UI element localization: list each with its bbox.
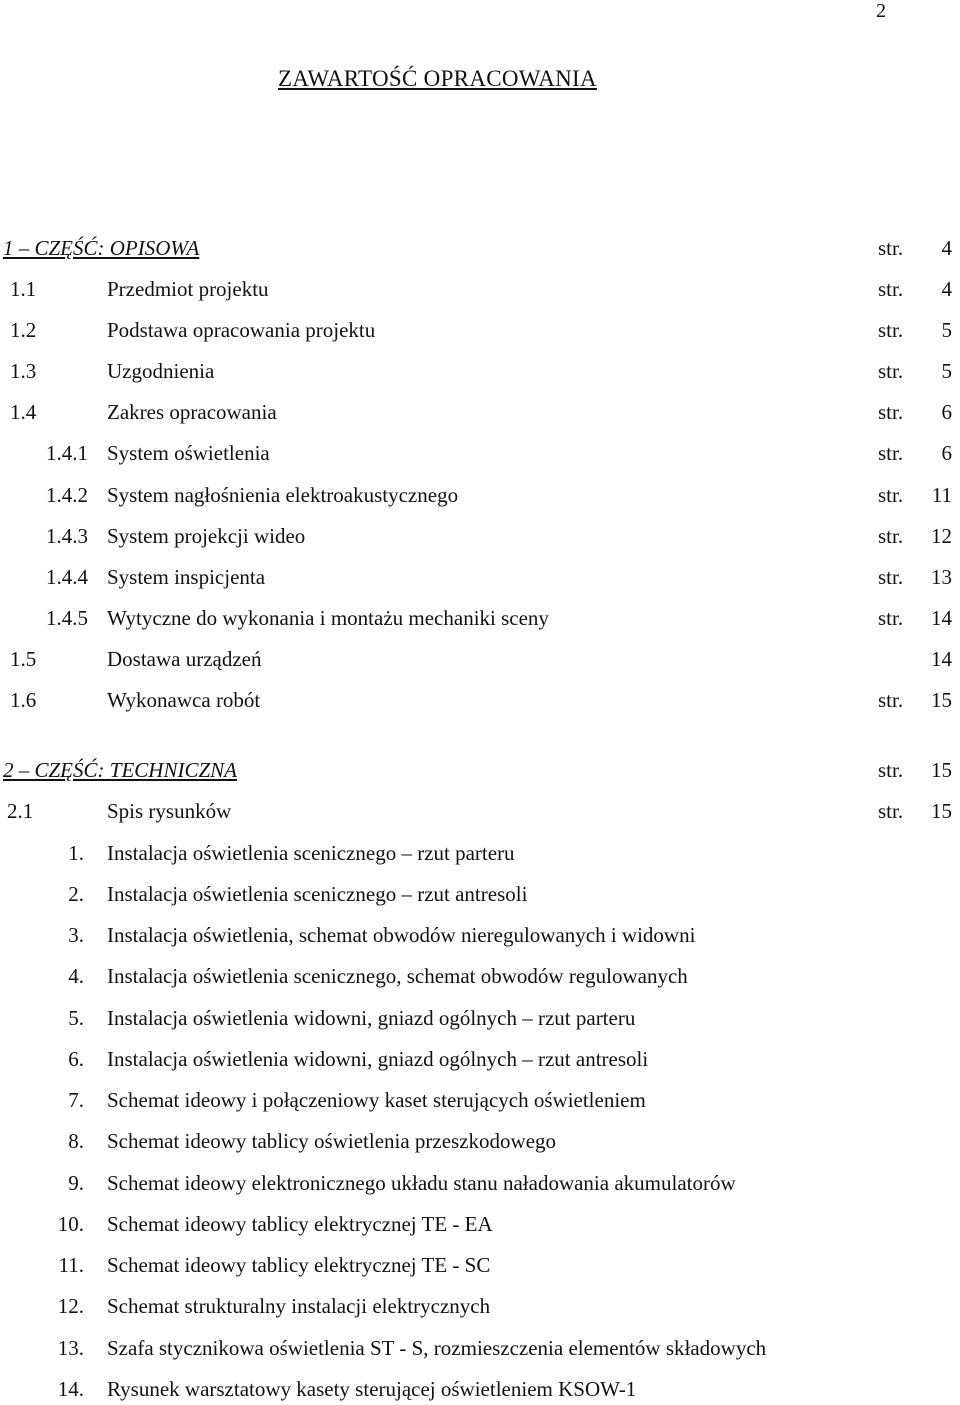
toc-entry-number: 1.4.2 [46,483,88,507]
drawing-list-item [0,1333,960,1363]
drawing-title: Instalacja oświetlenia, schemat obwodów nieregulowanych i widowni [107,923,696,947]
drawing-number: 10. [57,1212,84,1236]
toc-entry-number: 1.4.3 [46,524,88,548]
toc-str-label: str. [878,688,904,712]
toc-page-number: 15 [931,688,952,712]
drawing-list-item [0,1374,960,1404]
toc-str-label: str. [878,524,904,548]
toc-entry-label: Dostawa urządzeń [107,647,262,671]
toc-page-number: 6 [941,441,952,465]
toc-entry-label: Uzgodnienia [107,359,215,383]
drawing-title: Szafa stycznikowa oświetlenia ST - S, rozmieszczenia elementów składowych [107,1336,767,1360]
drawing-title: Schemat ideowy tablicy elektrycznej TE - SC [107,1253,491,1277]
toc-page-number: 15 [931,758,952,782]
toc-page-number: 4 [941,277,952,301]
drawing-number: 6. [68,1047,84,1071]
drawing-number: 7. [68,1088,84,1112]
toc-entry-number: 1.1 [10,277,37,301]
drawing-title: Instalacja oświetlenia widowni, gniazd ogólnych – rzut parteru [107,1006,636,1030]
toc-entry-label: System projekcji wideo [107,524,306,548]
drawing-title: Rysunek warsztatowy kasety sterującej oświetleniem KSOW-1 [107,1377,637,1401]
toc-str-label: str. [878,236,904,260]
drawing-title: Schemat ideowy i połączeniowy kaset sterujących oświetleniem [107,1088,646,1112]
toc-entry-number: 1.4.1 [46,441,88,465]
toc-entry-label: Wykonawca robót [107,688,261,712]
toc-page-number: 11 [931,483,952,507]
toc-entry-label: Podstawa opracowania projektu [107,318,376,342]
toc-part-1-title: 1 – CZĘŚĆ: OPISOWA [3,236,200,260]
toc-entry-label: System inspicjenta [107,565,266,589]
toc-page-number: 14 [931,647,952,671]
toc-entry-number: 1.4.4 [46,565,88,589]
drawing-list-item [0,838,960,868]
drawing-number: 3. [68,923,84,947]
toc-str-label: str. [878,483,904,507]
drawing-number: 2. [68,882,84,906]
drawing-number: 13. [57,1336,84,1360]
drawing-number: 9. [68,1171,84,1195]
page-number: 2 [876,0,886,22]
drawing-list-item [0,1168,960,1198]
toc-str-label: str. [878,441,904,465]
drawing-title: Schemat ideowy elektronicznego układu stanu naładowania akumulatorów [107,1171,736,1195]
drawing-list-item [0,1003,960,1033]
toc-subentry[interactable] [0,438,960,468]
toc-str-label: str. [878,565,904,589]
toc-entry-label: Spis rysunków [107,799,232,823]
toc-entry-number: 1.6 [10,688,37,712]
toc-str-label: str. [878,359,904,383]
drawing-list-item [0,879,960,909]
toc-subentry[interactable] [0,480,960,510]
toc-entry-label: System nagłośnienia elektroakustycznego [107,483,459,507]
toc-page-number: 6 [941,400,952,424]
drawing-title: Schemat ideowy tablicy oświetlenia przeszkodowego [107,1129,557,1153]
toc-entry-number: 1.4 [10,400,37,424]
toc-subentry[interactable] [0,603,960,633]
toc-entry-number: 2.1 [7,799,34,823]
toc-page-number: 14 [931,606,952,630]
toc-entry[interactable] [0,644,960,674]
toc-str-label: str. [878,318,904,342]
drawing-title: Schemat ideowy tablicy elektrycznej TE - EA [107,1212,493,1236]
toc-entry-number: 1.2 [10,318,37,342]
toc-entry[interactable] [0,356,960,386]
toc-part-2-title: 2 – CZĘŚĆ: TECHNICZNA [3,758,237,782]
toc-part-1-heading[interactable] [0,233,960,263]
drawing-title: Instalacja oświetlenia widowni, gniazd ogólnych – rzut antresoli [107,1047,649,1071]
toc-entry-label: Przedmiot projektu [107,277,269,301]
toc-entry[interactable] [0,397,960,427]
toc-page-number: 15 [931,799,952,823]
drawing-number: 8. [68,1129,84,1153]
toc-str-label: str. [878,758,904,782]
drawing-list-item [0,1291,960,1321]
toc-subentry[interactable] [0,562,960,592]
drawing-number: 11. [58,1253,84,1277]
toc-part-2-heading[interactable] [0,755,960,785]
toc-entry-label: System oświetlenia [107,441,270,465]
toc-entry[interactable] [0,274,960,304]
toc-entry[interactable] [0,315,960,345]
drawing-list-item [0,920,960,950]
toc-str-label: str. [878,606,904,630]
toc-page-number: 4 [941,236,952,260]
toc-entry-label: Zakres opracowania [107,400,277,424]
drawing-list-item [0,1209,960,1239]
toc-entry-label: Wytyczne do wykonania i montażu mechaniki sceny [107,606,549,630]
drawing-number: 1. [68,841,84,865]
drawing-title: Instalacja oświetlenia scenicznego – rzut parteru [107,841,515,865]
drawing-number: 4. [68,964,84,988]
toc-entry-drawings-list[interactable] [0,796,960,826]
drawing-title: Instalacja oświetlenia scenicznego – rzut antresoli [107,882,528,906]
document-title: ZAWARTOŚĆ OPRACOWANIA [278,66,597,91]
toc-entry[interactable] [0,685,960,715]
drawing-title: Schemat strukturalny instalacji elektrycznych [107,1294,491,1318]
toc-str-label: str. [878,400,904,424]
drawing-number: 12. [57,1294,84,1318]
drawing-list-item [0,1126,960,1156]
toc-str-label: str. [878,799,904,823]
toc-str-label: str. [878,277,904,301]
toc-page-number: 12 [931,524,952,548]
toc-page-number: 5 [941,318,952,342]
drawing-number: 5. [68,1006,84,1030]
toc-subentry[interactable] [0,521,960,551]
drawing-number: 14. [57,1377,84,1401]
drawing-list-item [0,1085,960,1115]
toc-entry-number: 1.4.5 [46,606,88,630]
drawing-list-item [0,961,960,991]
drawing-list-item [0,1250,960,1280]
toc-entry-number: 1.3 [10,359,37,383]
toc-page-number: 13 [931,565,952,589]
drawing-title: Instalacja oświetlenia scenicznego, schemat obwodów regulowanych [107,964,688,988]
toc-entry-number: 1.5 [10,647,37,671]
toc-page-number: 5 [941,359,952,383]
drawing-list-item [0,1044,960,1074]
